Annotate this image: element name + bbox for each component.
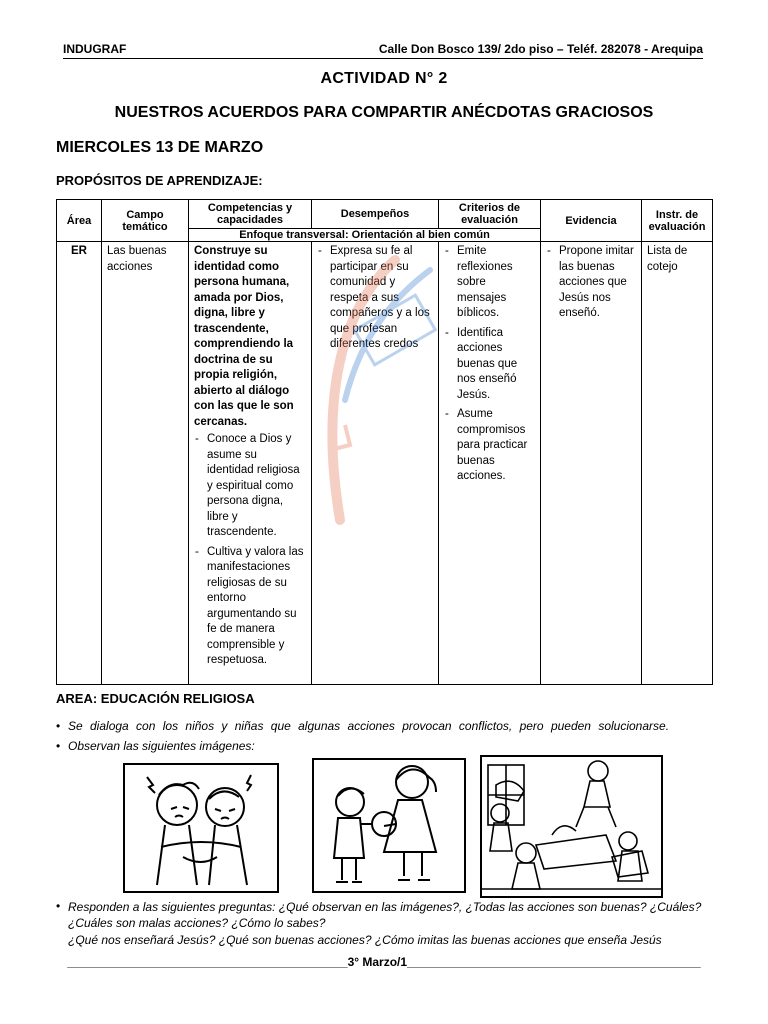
page-header — [63, 42, 703, 59]
evidencia-list — [546, 244, 636, 322]
th-campo: Campo temático — [102, 200, 189, 242]
list-item: - Conoce a Dios y asume su identidad religiosa y espiritual como persona digna, libre y trascendente. — [194, 432, 306, 541]
bullet-text: Responden a las siguientes preguntas: ¿Qué observan en las imágenes?, ¿Todas las acciones son buenas? ¿Cuáles? ¿Cuáles son malas acciones? ¿Cómo lo sabes? — [68, 900, 702, 930]
competencia-text: Construye su identidad como persona humana, amada por Dios, digna, libre y trascendente, comprendiendo la doctrina de su propia religión, abierto al diálogo con las que le son cercanas. — [194, 245, 294, 428]
area-heading: AREA: EDUCACIÓN RELIGIOSA — [56, 691, 255, 706]
illustration-kids-fighting — [123, 763, 279, 893]
th-competencias: Competencias y capacidades — [189, 200, 312, 229]
illustration-classroom-chaos — [480, 755, 663, 898]
list-item: - Propone imitar las buenas acciones que Jesús nos enseñó. — [546, 244, 636, 322]
list-item: - Asume compromisos para practicar buenas acciones. — [444, 407, 535, 485]
capacidades-list — [194, 432, 306, 669]
page-footer: __________________________________________3° Marzo/1____________________________________________ — [67, 955, 701, 969]
bullet-dot: • — [56, 739, 61, 753]
list-item: - Identifica acciones buenas que nos enseñó Jesús. — [444, 326, 535, 404]
th-instr: Instr. de evaluación — [642, 200, 713, 242]
th-desempenos: Desempeños — [312, 200, 439, 229]
list-item: - Cultiva y valora las manifestaciones religiosas de su entorno argumentando su fe de manera comprensible y respetuosa. — [194, 545, 306, 669]
activity-title: ACTIVIDAD N° 2 — [320, 70, 448, 87]
th-area: Área — [57, 200, 102, 242]
bullet-dot: • — [56, 899, 61, 913]
learning-table — [56, 199, 712, 685]
list-item: - Expresa su fe al participar en su comunidad y respeta a sus compañeros y a los que profesan diferentes credos — [317, 244, 433, 353]
bullet-text: Observan las siguientes imágenes: — [68, 739, 255, 753]
cell-competencias — [189, 242, 312, 685]
enfoque-transversal: Enfoque transversal: Orientación al bien común — [189, 229, 541, 242]
desempenos-list — [317, 244, 433, 353]
cell-evidencia — [541, 242, 642, 685]
th-criterios: Criterios de evaluación — [439, 200, 541, 229]
cell-desempenos — [312, 242, 439, 685]
header-company: INDUGRAF — [63, 42, 127, 56]
main-title: NUESTROS ACUERDOS PARA COMPARTIR ANÉCDOTAS GRACIOSOS — [114, 104, 654, 121]
list-item: - Emite reflexiones sobre mensajes bíblicos. — [444, 244, 535, 322]
bullet-text-continued: ¿Qué nos enseñará Jesús? ¿Qué son buenas acciones? ¿Cómo imitas las buenas acciones que enseña Jesús — [68, 933, 662, 947]
purpose-heading: PROPÓSITOS DE APRENDIZAJE: — [56, 173, 263, 188]
th-evidencia: Evidencia — [541, 200, 642, 242]
cell-campo: Las buenas acciones — [102, 242, 189, 685]
activity-date: MIERCOLES 13 DE MARZO — [56, 139, 264, 156]
illustration-kids-sharing — [312, 758, 466, 893]
cell-area: ER — [57, 242, 102, 685]
bullet-dot: • — [56, 719, 61, 733]
cell-criterios — [439, 242, 541, 685]
bullet-text: Se dialoga con los niños y niñas que algunas acciones provocan conflictos, pero pueden solucionarse. — [68, 719, 670, 733]
criterios-list — [444, 244, 535, 485]
header-address: Calle Don Bosco 139/ 2do piso – Teléf. 282078 - Arequipa — [378, 42, 703, 56]
cell-instr: Lista de cotejo — [642, 242, 713, 685]
